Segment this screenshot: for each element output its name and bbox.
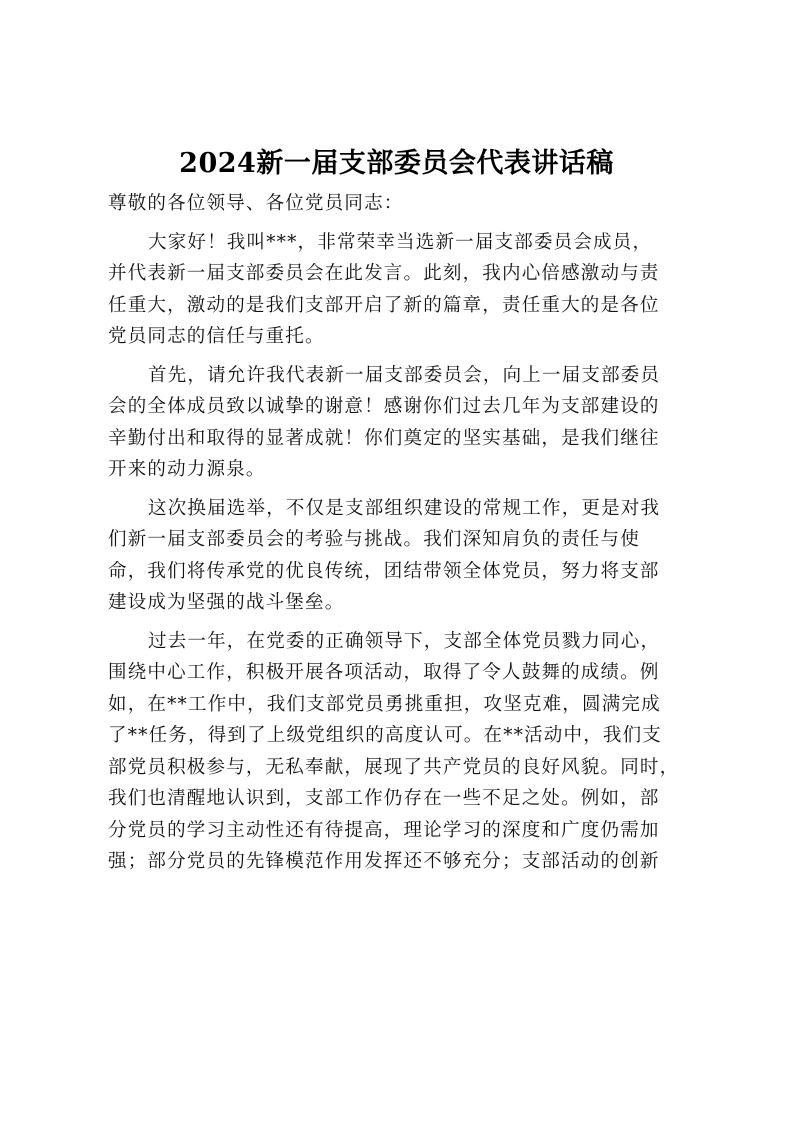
paragraph-1-line-4: 党员同志的信任与重托。 (108, 326, 325, 347)
paragraph-3-line-3: 命，我们将传承党的优良传统，团结带领全体党员，努力将支部 (108, 560, 660, 582)
paragraph-2-line-3: 辛勤付出和取得的显著成就！你们奠定的坚实基础，是我们继往 (108, 427, 660, 449)
paragraph-1-line-1: 大家好！我叫***，非常荣幸当选新一届支部委员会成员， (148, 231, 653, 253)
paragraph-1-line-3: 任重大，激动的是我们支部开启了新的篇章，责任重大的是各位 (108, 294, 660, 316)
paragraph-4-line-7: 分党员的学习主动性还有待提高，理论学习的深度和广度仍需加 (108, 819, 660, 841)
paragraph-2-line-2: 会的全体成员致以诚挚的谢意！感谢你们过去几年为支部建设的 (108, 396, 660, 417)
paragraph-4-line-1: 过去一年，在党委的正确领导下，支部全体党员戮力同心， (148, 630, 661, 652)
paragraph-2-line-1: 首先，请允许我代表新一届支部委员会，向上一届支部委员 (148, 364, 661, 386)
document-title: 2024新一届支部委员会代表讲话稿 (179, 148, 614, 179)
paragraph-4-line-5: 部党员积极参与，无私奉献，展现了共产党员的良好风貌。同时， (108, 756, 680, 778)
paragraph-4-line-4: 了**任务，得到了上级党组织的高度认可。在**活动中，我们支 (108, 725, 663, 746)
paragraph-4-line-8: 强；部分党员的先锋模范作用发挥还不够充分；支部活动的创新 (108, 851, 660, 872)
paragraph-3-line-2: 们新一届支部委员会的考验与挑战。我们深知肩负的责任与使 (108, 529, 640, 550)
paragraph-4-line-6: 我们也清醒地认识到，支部工作仍存在一些不足之处。例如，部 (108, 788, 660, 809)
paragraph-3-line-4: 建设成为坚强的战斗堡垒。 (108, 592, 345, 613)
document-body (108, 188, 688, 878)
paragraph-3-line-1: 这次换届选举，不仅是支部组织建设的常规工作，更是对我 (148, 497, 661, 519)
salutation: 尊敬的各位领导、各位党员同志： (108, 193, 404, 214)
paragraph-1-line-2: 并代表新一届支部委员会在此发言。此刻，我内心倍感激动与责 (108, 263, 660, 284)
paragraph-4-line-2: 围绕中心工作，积极开展各项活动，取得了令人鼓舞的成绩。例 (108, 662, 660, 683)
paragraph-4-line-3: 如，在**工作中，我们支部党员勇挑重担，攻坚克难，圆满完成 (108, 693, 661, 715)
paragraph-2-line-4: 开来的动力源泉。 (108, 459, 266, 480)
